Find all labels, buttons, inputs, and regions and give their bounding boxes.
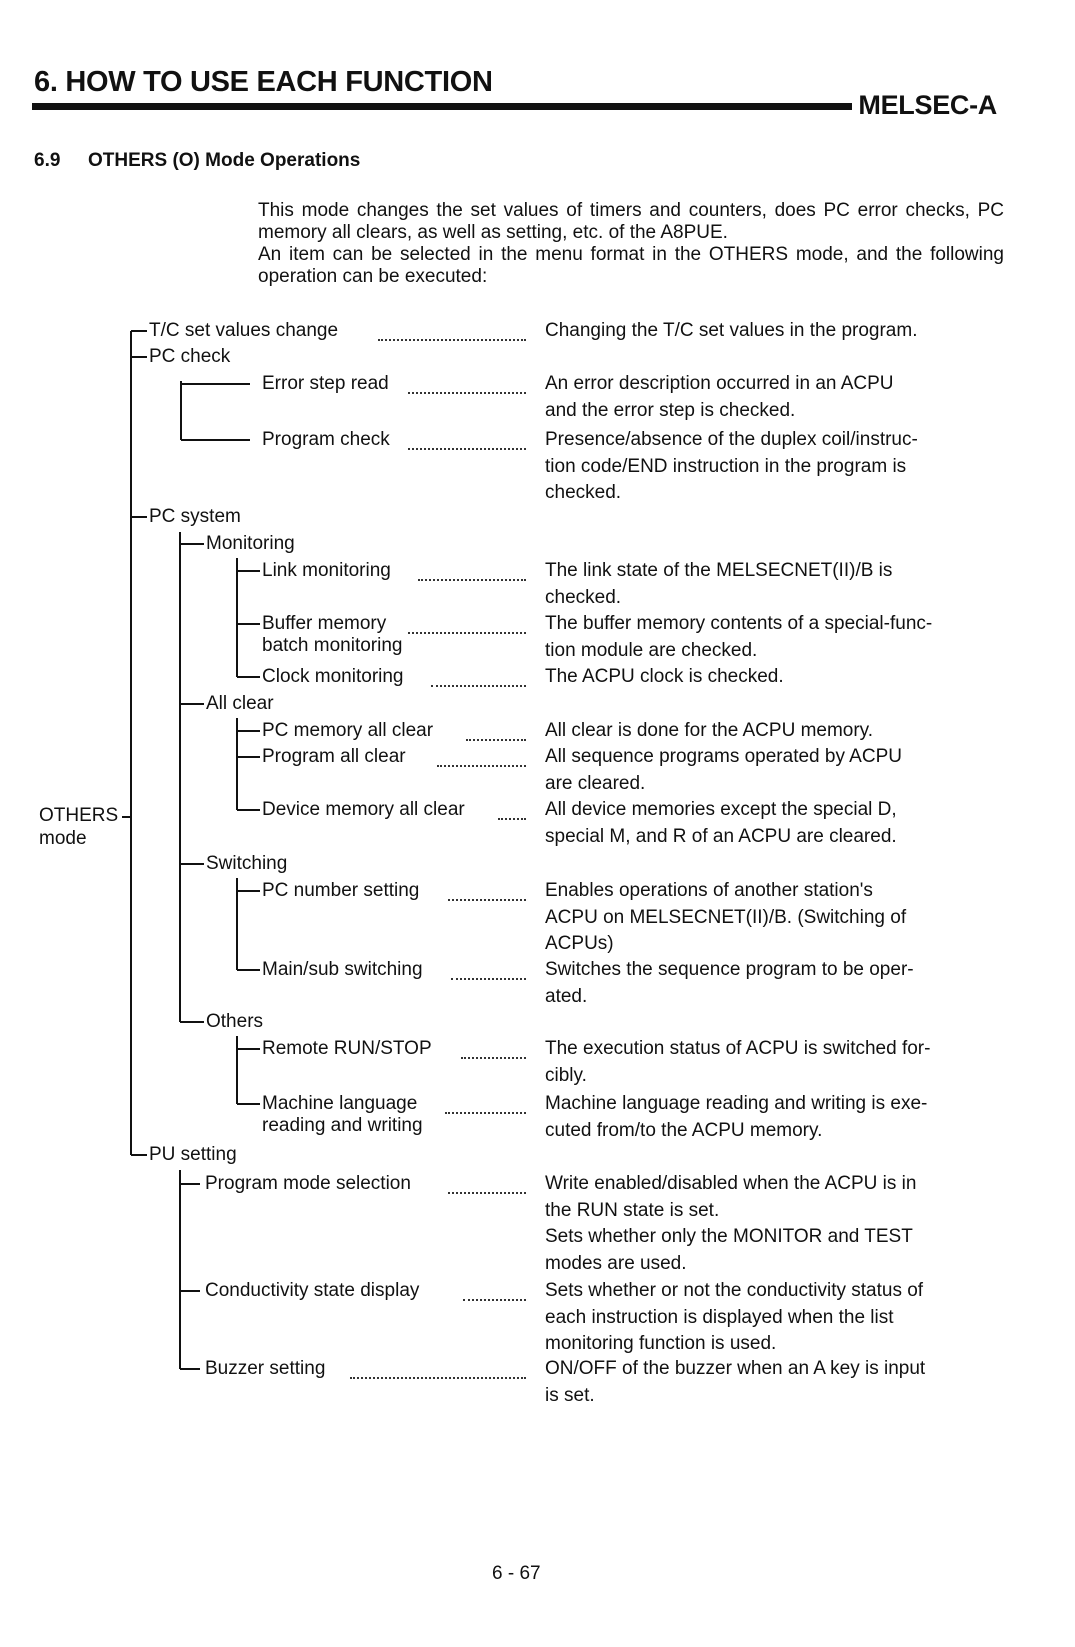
desc-remote-run-stop: The execution status of ACPU is switched for- cibly. xyxy=(545,1038,931,1086)
leader-clock-monitoring xyxy=(431,685,526,687)
item-program-all-clear-label: Program all clear xyxy=(262,746,406,767)
group-pc-check: PC check xyxy=(149,346,231,367)
desc-main-sub-switching: Switches the sequence program to be oper- ated. xyxy=(545,959,914,1007)
leader-program-all-clear xyxy=(437,765,526,767)
item-link-monitoring-label: Link monitoring xyxy=(262,560,391,581)
leader-program-check xyxy=(408,448,526,450)
others-mode-label-line1: OTHERS xyxy=(39,805,119,826)
intro-paragraph-2: An item can be selected in the menu format in the OTHERS mode, and the following operation can be executed: xyxy=(258,244,1004,287)
item-buzzer-setting-label: Buzzer setting xyxy=(205,1358,326,1379)
others-mode-label xyxy=(39,804,118,850)
item-clock-monitoring-label: Clock monitoring xyxy=(262,666,404,687)
leader-pc-memory-all-clear xyxy=(466,739,526,741)
item-error-step-read-label: Error step read xyxy=(262,373,389,394)
item-program-mode-selection-label: Program mode selection xyxy=(205,1173,411,1194)
leader-pc-number-setting xyxy=(448,899,526,901)
brand-name: MELSEC-A xyxy=(858,90,997,120)
others-mode-label-line2: mode xyxy=(39,828,87,849)
intro-paragraph-1: This mode changes the set values of timers and counters, does PC error checks, PC memory all clears, as well as setting, etc. of the A8PUE. xyxy=(258,200,1004,243)
desc-machine-language: Machine language reading and writing is exe- cuted from/to the ACPU memory. xyxy=(545,1093,928,1141)
chapter-title: 6. HOW TO USE EACH FUNCTION xyxy=(34,66,493,98)
page-number: 6 - 67 xyxy=(492,1563,541,1584)
desc-pc-number-setting: Enables operations of another station's ACPU on MELSECNET(II)/B. (Switching of ACPUs) xyxy=(545,880,907,954)
group-monitoring: Monitoring xyxy=(206,533,295,554)
desc-link-monitoring: The link state of the MELSECNET(II)/B is checked. xyxy=(545,560,893,608)
group-others: Others xyxy=(206,1011,264,1032)
desc-clock-monitoring: The ACPU clock is checked. xyxy=(545,666,784,687)
item-remote-run-stop-label: Remote RUN/STOP xyxy=(262,1038,432,1059)
item-tc-change-label: T/C set values change xyxy=(149,320,339,341)
desc-buzzer-setting: ON/OFF of the buzzer when an A key is input is set. xyxy=(545,1358,926,1406)
desc-program-check: Presence/absence of the duplex coil/instruc- tion code/END instruction in the program is checked. xyxy=(545,429,918,503)
item-pc-number-setting-label: PC number setting xyxy=(262,880,420,901)
group-pu-setting: PU setting xyxy=(149,1144,237,1165)
group-all-clear: All clear xyxy=(206,693,274,714)
item-machine-language-label: Machine language reading and writing xyxy=(262,1093,423,1136)
item-buffer-memory-label: Buffer memory batch monitoring xyxy=(262,613,403,656)
item-program-check-label: Program check xyxy=(262,429,390,450)
group-switching: Switching xyxy=(206,853,288,874)
desc-tc-change: Changing the T/C set values in the program. xyxy=(545,320,918,341)
leader-machine-language xyxy=(445,1112,526,1114)
desc-pc-memory-all-clear: All clear is done for the ACPU memory. xyxy=(545,720,874,741)
desc-conductivity-state-display: Sets whether or not the conductivity status of each instruction is displayed when the list monitoring function is used. xyxy=(545,1280,924,1354)
desc-program-mode-selection: Write enabled/disabled when the ACPU is in the RUN state is set. Sets whether only the MONITOR and TEST modes are used. xyxy=(545,1173,917,1274)
section-number: 6.9 xyxy=(34,150,61,171)
leader-remote-run-stop xyxy=(461,1057,526,1059)
leader-link-monitoring xyxy=(418,579,526,581)
item-conductivity-state-display-label: Conductivity state display xyxy=(205,1280,420,1301)
desc-device-memory-all-clear: All device memories except the special D, special M, and R of an ACPU are cleared. xyxy=(545,799,897,847)
leader-buzzer-setting xyxy=(350,1377,526,1379)
leader-conductivity-state-display xyxy=(463,1299,526,1301)
item-pc-memory-all-clear-label: PC memory all clear xyxy=(262,720,434,741)
leader-tc-change xyxy=(378,339,526,341)
desc-error-step-read: An error description occurred in an ACPU and the error step is checked. xyxy=(545,373,894,421)
leader-device-memory-all-clear xyxy=(498,818,526,820)
leader-program-mode-selection xyxy=(448,1192,526,1194)
desc-program-all-clear: All sequence programs operated by ACPU are cleared. xyxy=(545,746,902,794)
group-pc-system: PC system xyxy=(149,506,241,527)
item-main-sub-switching-label: Main/sub switching xyxy=(262,959,423,980)
item-device-memory-all-clear-label: Device memory all clear xyxy=(262,799,465,820)
leader-error-step-read xyxy=(408,392,526,394)
leader-main-sub-switching xyxy=(451,978,526,980)
desc-buffer-memory: The buffer memory contents of a special-func- tion module are checked. xyxy=(545,613,933,661)
section-title: OTHERS (O) Mode Operations xyxy=(88,150,361,171)
leader-buffer-memory xyxy=(408,632,526,634)
